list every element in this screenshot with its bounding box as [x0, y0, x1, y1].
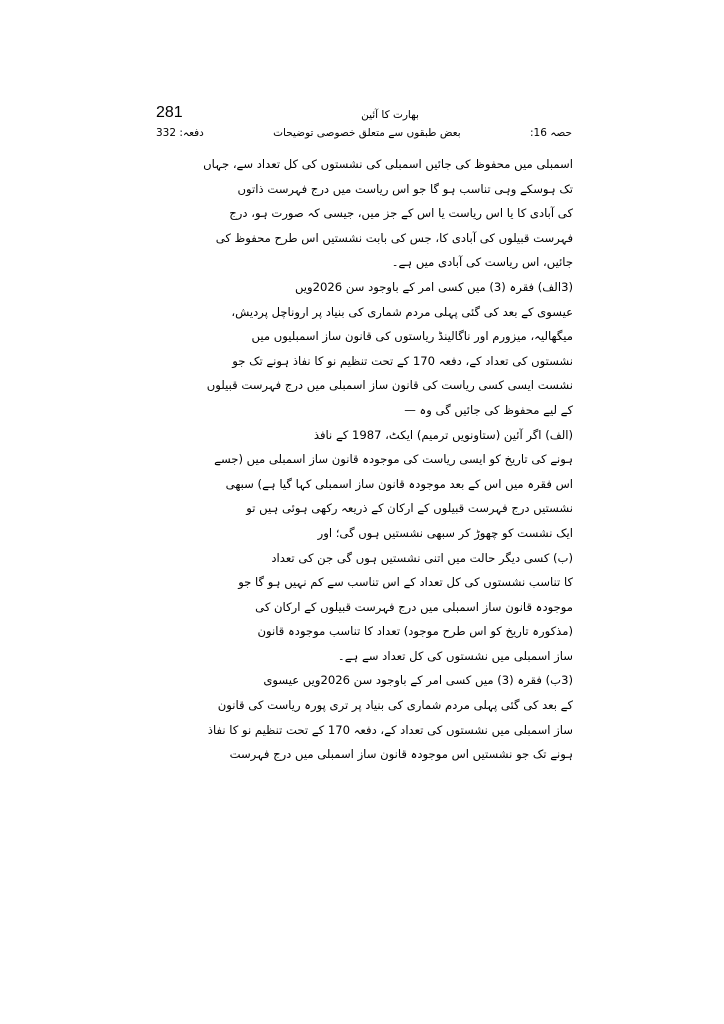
- text-line: جائیں، اس ریاست کی آبادی میں ہے۔: [391, 255, 573, 270]
- text-line: (3الف) فقرہ (3) میں کسی امر کے باوجود سن 2026ویں: [294, 279, 573, 294]
- text-line: کی آبادی کا یا اس ریاست یا اس کے جز میں، جیسی کہ صورت ہو، درج: [229, 206, 573, 221]
- text-line: ہونے تک جو نشستیں اس موجودہ قانون ساز اسمبلی میں درج فہرست: [229, 747, 573, 762]
- part-label: حصہ 16:: [529, 127, 572, 139]
- text-line: فہرست قبیلوں کی آبادی کا، جس کی بابت نشستیں اس طرح محفوظ کی: [215, 230, 573, 245]
- text-line: نشستوں کی تعداد کے، دفعہ 170 کے تحت تنظیم نو کا نفاذ ہونے تک جو: [232, 353, 573, 368]
- text-line: کے لیے محفوظ کی جائیں گی وہ —: [404, 402, 573, 417]
- text-line: کا تناسب نشستوں کی کل تعداد کے اس تناسب سے کم نہیں ہو گا جو: [238, 575, 573, 590]
- body-text: [203, 152, 573, 767]
- text-line: (3ب) فقرہ (3) میں کسی امر کے باوجود سن 2026ویں عیسوی: [263, 673, 573, 688]
- text-line: ساز اسمبلی میں نشستوں کی تعداد کے، دفعہ 170 کے تحت تنظیم نو کا نفاذ: [207, 722, 573, 737]
- article-label: دفعہ: 332: [156, 127, 204, 139]
- text-line: ہونے کی تاریخ کو ایسی ریاست کی موجودہ قانون ساز اسمبلی میں (جسے: [214, 452, 573, 467]
- book-title: بھارت کا آئین: [361, 109, 419, 121]
- text-line: اس فقرہ میں اس کے بعد موجودہ قانون ساز اسمبلی کہا گیا ہے) سبھی: [225, 476, 573, 491]
- running-header: [156, 124, 572, 142]
- text-line: عیسوی کے بعد کی گئی پہلی مردم شماری کی بنیاد پر اروناچل پردیش،: [231, 304, 573, 319]
- text-line: ساز اسمبلی میں نشستوں کی کل تعداد سے ہے۔: [337, 648, 573, 663]
- text-line: نشستیں درج فہرست قبیلوں کے ارکان کے ذریعہ رکھی ہوئی ہیں تو: [246, 501, 573, 516]
- text-line: اسمبلی میں محفوظ کی جائیں اسمبلی کی نشستوں کی کل تعداد سے، جہاں: [203, 157, 573, 171]
- chapter-title: بعض طبقوں سے متعلق خصوصی توضیحات: [273, 127, 461, 139]
- page-number: 281: [156, 104, 183, 121]
- text-line: (ب) کسی دیگر حالت میں اتنی نشستیں ہوں گی جن کی تعداد: [271, 550, 573, 565]
- text-line: موجودہ قانون ساز اسمبلی میں درج فہرست قبیلوں کے ارکان کی: [255, 599, 573, 614]
- text-line: میگھالیہ، میزورم اور ناگالینڈ ریاستوں کی قانون ساز اسمبلیوں میں: [251, 329, 573, 344]
- text-line: کے بعد کی گئی پہلی مردم شماری کی بنیاد پر تری پورہ ریاست کی قانون: [217, 698, 573, 713]
- text-line: تک ہوسکے وہی تناسب ہو گا جو اس ریاست میں درج فہرست ذاتوں: [237, 181, 573, 196]
- text-line: نشست ایسی کسی ریاست کی قانون ساز اسمبلی میں درج فہرست قبیلوں: [206, 378, 573, 393]
- text-line: (الف) اگر آئین (ستاونویں ترمیم) ایکٹ، 1987 کے نافذ: [313, 427, 573, 442]
- text-line: (مذکورہ تاریخ کو اس طرح موجود) تعداد کا تناسب موجودہ قانون: [257, 624, 573, 639]
- text-line: ایک نشست کو چھوڑ کر سبھی نشستیں ہوں گی؛ اور: [317, 525, 573, 540]
